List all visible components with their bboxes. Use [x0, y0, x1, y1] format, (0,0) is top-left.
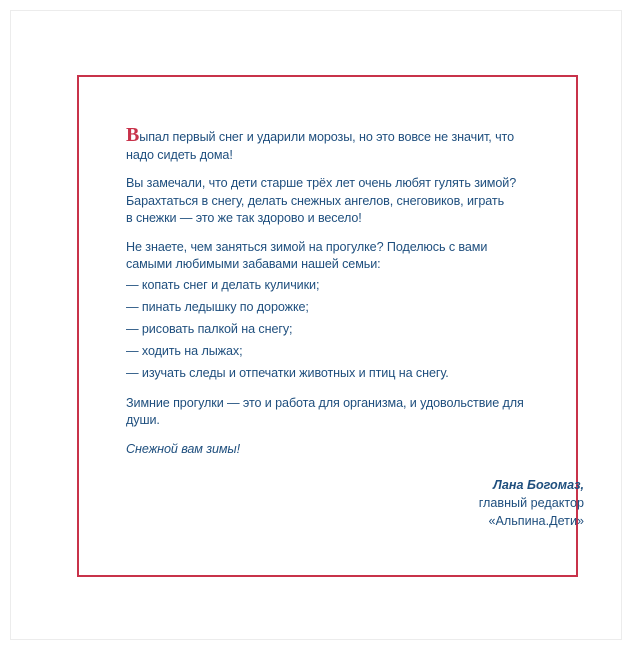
closing-paragraph: [126, 441, 536, 459]
intro-line-1-text: ыпал первый снег и ударили морозы, но это вовсе не значит, что: [139, 130, 514, 144]
signature-block: [479, 476, 584, 530]
list-item: — пинать ледышку по дорожке;: [126, 299, 309, 314]
intro-paragraph: [126, 124, 536, 164]
list-item: — копать снег и делать куличики;: [126, 277, 320, 292]
signature-company: «Альпина.Дети»: [488, 514, 584, 528]
paragraph-3: [126, 239, 536, 274]
paragraph-2-line: в снежки — это же так здорово и весело!: [126, 211, 362, 225]
list-item: — изучать следы и отпечатки животных и птиц на снегу.: [126, 365, 449, 380]
list-item: — ходить на лыжах;: [126, 343, 243, 358]
paragraph-3-line: Не знаете, чем заняться зимой на прогулке? Поделюсь с вами: [126, 239, 488, 254]
letter-body: [126, 124, 536, 469]
fun-list: [126, 274, 536, 384]
list-item: — рисовать палкой на снегу;: [126, 321, 293, 336]
paragraph-2: [126, 175, 536, 228]
paragraph-4-line: Зимние прогулки — это и работа для организма, и удовольствие для: [126, 395, 524, 410]
intro-line-1: [126, 124, 536, 147]
signature-name: Лана Богомаз,: [493, 478, 584, 492]
drop-cap: В: [126, 124, 140, 146]
closing-line: Снежной вам зимы!: [126, 441, 240, 456]
paragraph-2-line: Вы замечали, что дети старше трёх лет очень любят гулять зимой?: [126, 176, 517, 190]
intro-line-2: надо сидеть дома!: [126, 147, 233, 162]
paragraph-4-line: души.: [126, 413, 160, 427]
paragraph-4: [126, 395, 536, 430]
paragraph-2-line: Барахтаться в снегу, делать снежных ангелов, снеговиков, играть: [126, 193, 505, 208]
signature-title: главный редактор: [478, 496, 584, 510]
paragraph-3-line: самыми любимыми забавами нашей семьи:: [126, 257, 381, 271]
